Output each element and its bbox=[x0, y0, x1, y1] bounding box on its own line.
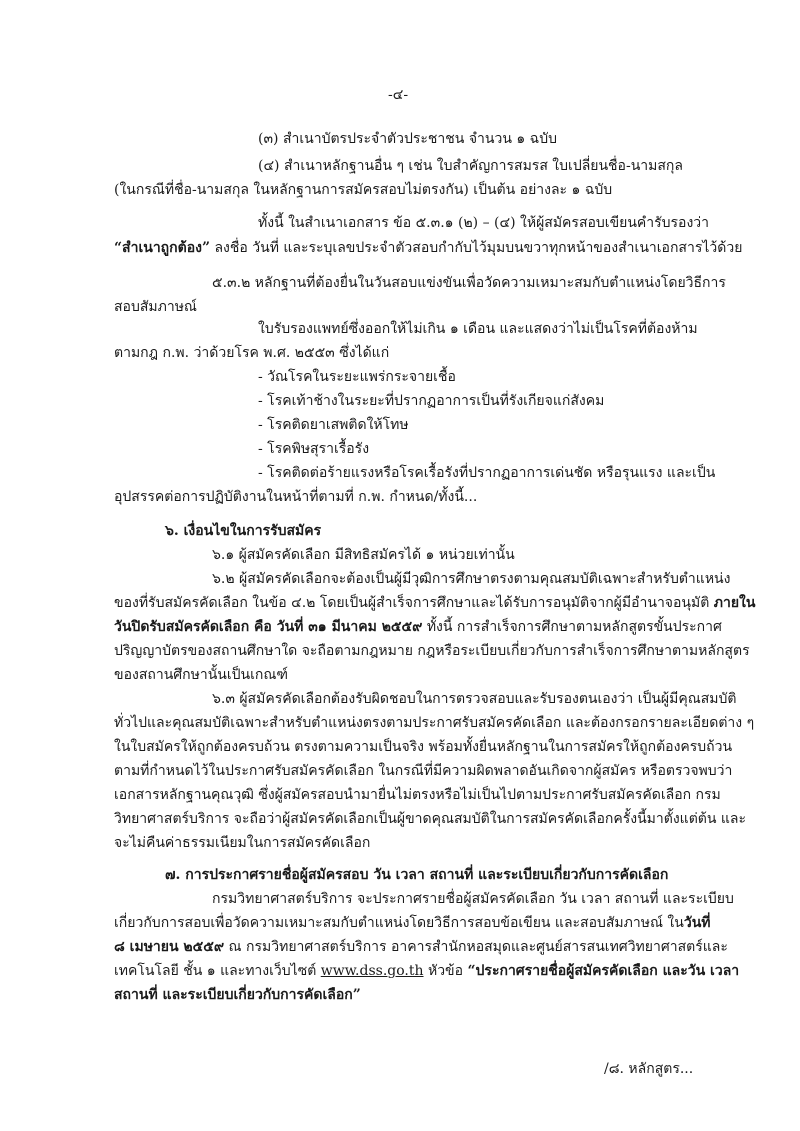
para-6-3-line: วิทยาศาสตร์บริการ จะถือว่าผู้สมัครคัดเลือกเป็นผู้ขาดคุณสมบัติในการสมัครคัดเลือกครั้งนี้มาตั้งแต่ต้น และ bbox=[114, 811, 747, 827]
certify-bold: “สำเนาถูกต้อง” bbox=[114, 240, 211, 256]
para-6-2-line-2 bbox=[114, 594, 755, 612]
para-6-2-text: ทั้งนี้ การสำเร็จการศึกษาตามหลักสูตรขั้นประกาศ bbox=[422, 619, 722, 635]
disease-item: - โรคติดต่อร้ายแรงหรือโรคเรื้อรังที่ปรากฏอาการเด่นชัด หรือรุนแรง และเป็น bbox=[258, 465, 716, 481]
certify-line-2 bbox=[114, 239, 742, 257]
doc-item-3: (๓) สำเนาบัตรประจำตัวประชาชน จำนวน ๑ ฉบับ bbox=[258, 131, 557, 147]
s532-line-4: ตามกฎ ก.พ. ว่าด้วยโรค พ.ศ. ๒๕๕๓ ซึ่งได้แก่ bbox=[114, 345, 390, 361]
para-6-2-line-5: ของสถานศึกษานั้นเป็นเกณฑ์ bbox=[114, 667, 288, 683]
disease-item: - โรคติดยาเสพติดให้โทษ bbox=[258, 417, 409, 433]
section-7-heading: ๗. การประกาศรายชื่อผู้สมัครสอบ วัน เวลา สถานที่ และระเบียบเกี่ยวกับการคัดเลือก bbox=[165, 867, 669, 883]
para-6-3-line: จะไม่คืนค่าธรรมเนียมในการสมัครคัดเลือก bbox=[114, 835, 371, 851]
para-6-2-bold: ภายใน bbox=[713, 595, 756, 611]
announce-topic: “ประกาศรายชื่อผู้สมัครคัดเลือก และวัน เวลา bbox=[467, 963, 740, 979]
deadline-date: วันปิดรับสมัครคัดเลือก คือ วันที่ ๓๑ มีนาคม ๒๕๕๙ bbox=[114, 619, 423, 635]
doc-item-4: (๔) สำเนาหลักฐานอื่น ๆ เช่น ใบสำคัญการสมรส ใบเปลี่ยนชื่อ-นามสกุล bbox=[258, 158, 683, 174]
disease-cont: อุปสรรคต่อการปฏิบัติงานในหน้าที่ตามที่ ก.พ. กำหนด/ทั้งนี้... bbox=[114, 489, 478, 505]
para-6-3-line: ๖.๓ ผู้สมัครคัดเลือกต้องรับผิดชอบในการตรวจสอบและรับรองตนเองว่า เป็นผู้มีคุณสมบัติ bbox=[212, 691, 737, 707]
disease-item: - วัณโรคในระยะแพร่กระจายเชื้อ bbox=[258, 369, 456, 385]
section-7-text: หัวข้อ bbox=[423, 963, 468, 979]
para-6-2-line-3 bbox=[114, 618, 722, 636]
para-6-3-line: ในใบสมัครให้ถูกต้องครบถ้วน ตรงตามความเป็นจริง พร้อมทั้งยื่นหลักฐานในการสมัครให้ถูกต้องครบถ้วน bbox=[114, 739, 733, 755]
section-7-line-3 bbox=[114, 938, 728, 956]
section-7-text: เกี่ยวกับการสอบเพื่อวัดความเหมาะสมกับตำแหน่งโดยวิธีการสอบข้อเขียน และสอบสัมภาษณ์ ใน bbox=[114, 915, 684, 931]
disease-item: - โรคพิษสุราเรื้อรัง bbox=[258, 441, 370, 457]
section-7-text: ณ กรมวิทยาศาสตร์บริการ อาคารสำนักหอสมุดและศูนย์สารสนเทศวิทยาศาสตร์และ bbox=[224, 939, 728, 955]
section-7-line-1: กรมวิทยาศาสตร์บริการ จะประกาศรายชื่อผู้สมัครคัดเลือก วัน เวลา สถานที่ และระเบียบ bbox=[212, 891, 734, 907]
certify-rest: ลงชื่อ วันที่ และระบุเลขประจำตัวสอบกำกับไว้มุมบนขวาทุกหน้าของสำเนาเอกสารไว้ด้วย bbox=[210, 240, 743, 256]
page-number: -๔- bbox=[388, 87, 409, 103]
section-7-line-2 bbox=[114, 914, 711, 932]
website-link[interactable]: www.dss.go.th bbox=[320, 963, 424, 979]
disease-item: - โรคเท้าช้างในระยะที่ปรากฏอาการเป็นที่รังเกียจแก่สังคม bbox=[258, 393, 605, 409]
para-6-2-line-4: ปริญญาบัตรของสถานศึกษาใด จะถือตามกฎหมาย กฎหรือระเบียบเกี่ยวกับการสำเร็จการศึกษาตามหลักสูตร bbox=[114, 643, 750, 659]
section-7-text: เทคโนโลยี ชั้น ๑ และทางเว็บไซต์ bbox=[114, 963, 321, 979]
section-7-line-4 bbox=[114, 962, 739, 980]
section-7-bold: วันที่ bbox=[683, 915, 711, 931]
s532-line-1: ๕.๓.๒ หลักฐานที่ต้องยื่นในวันสอบแข่งขันเพื่อวัดความเหมาะสมกับตำแหน่งโดยวิธีการ bbox=[212, 275, 726, 291]
section-6-heading: ๖. เงื่อนไขในการรับสมัคร bbox=[165, 523, 322, 539]
announce-date: ๘ เมษายน ๒๕๕๙ bbox=[114, 939, 225, 955]
certify-line-1: ทั้งนี้ ในสำเนาเอกสาร ข้อ ๕.๓.๑ (๒) – (๔) ให้ผู้สมัครสอบเขียนคำรับรองว่า bbox=[258, 215, 710, 231]
s532-line-3: ใบรับรองแพทย์ซึ่งออกให้ไม่เกิน ๑ เดือน และแสดงว่าไม่เป็นโรคที่ต้องห้าม bbox=[258, 321, 698, 337]
para-6-2-text: ของที่รับสมัครคัดเลือก ในข้อ ๔.๒ โดยเป็นผู้สำเร็จการศึกษาและได้รับการอนุมัติจากผู้มีอำนาจอนุมัติ bbox=[114, 595, 714, 611]
next-page-reference: /๘. หลักสูตร... bbox=[604, 1061, 694, 1077]
s532-line-2: สอบสัมภาษณ์ bbox=[114, 299, 197, 315]
para-6-3-line: เอกสารหลักฐานคุณวุฒิ ซึ่งผู้สมัครสอบนำมายื่นไม่ตรงหรือไม่เป็นไปตามประกาศรับสมัครคัดเลือก กรม bbox=[114, 787, 721, 803]
para-6-3-line: ตามที่กำหนดไว้ในประกาศรับสมัครคัดเลือก ในกรณีที่มีความผิดพลาดอันเกิดจากผู้สมัคร หรือตรวจพบว่า bbox=[114, 763, 733, 779]
section-7-line-5: สถานที่ และระเบียบเกี่ยวกับการคัดเลือก” bbox=[114, 987, 361, 1003]
doc-item-4-cont: (ในกรณีที่ชื่อ-นามสกุล ในหลักฐานการสมัครสอบไม่ตรงกัน) เป็นต้น อย่างละ ๑ ฉบับ bbox=[114, 182, 613, 198]
para-6-2-line-1: ๖.๒ ผู้สมัครคัดเลือกจะต้องเป็นผู้มีวุฒิการศึกษาตรงตามคุณสมบัติเฉพาะสำหรับตำแหน่ง bbox=[212, 571, 731, 587]
para-6-1: ๖.๑ ผู้สมัครคัดเลือก มีสิทธิสมัครได้ ๑ หน่วยเท่านั้น bbox=[212, 547, 515, 563]
para-6-3-line: ทั่วไปและคุณสมบัติเฉพาะสำหรับตำแหน่งตรงตามประกาศรับสมัครคัดเลือก และต้องกรอกรายละเอียดต่าง ๆ bbox=[114, 715, 755, 731]
